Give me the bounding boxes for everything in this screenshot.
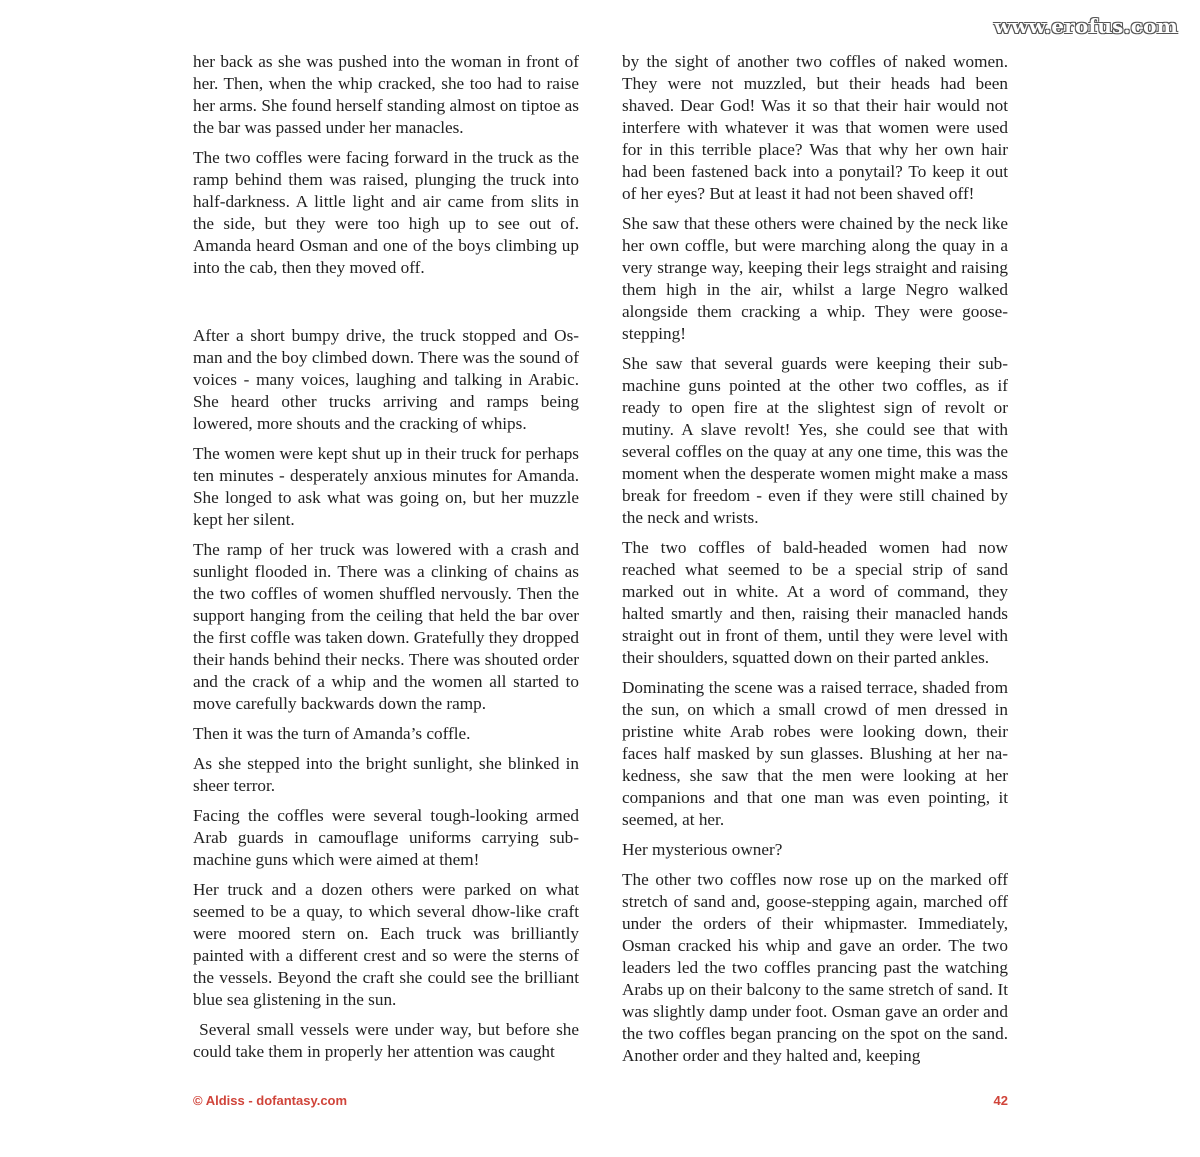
paragraph: She saw that these others were chained by the neck like her own coffle, but were marching along the quay in a very strange way, keeping their legs straight and raising them high in the air, whilst a large Negro walked alongside them cracking a whip. They were goose-stepping!	[622, 214, 1008, 343]
paragraph: The two coffles of bald-headed women had now reached what seemed to be a special strip of sand marked out in white. At a word of command, they halted smartly and then, raising their manacled hands straight out in front of them, until they were level with their shoulders, squatted down on their parted ankles.	[622, 538, 1008, 667]
paragraph: The ramp of her truck was lowered with a crash and sunlight flooded in. There was a clinking of chains as the two coffles of women shuffled nervously. Then the support hanging from the ceiling that held the bar over the first coffle was taken down. Gratefully they dropped their hands behind their necks. There was shouted order and the crack of a whip and the women all started to move carefully backwards down the ramp.	[193, 540, 579, 713]
paragraph: After a short bumpy drive, the truck stopped and Osman and the boy climbed down. There was the sound of voices - many voices, laughing and talking in Arabic. She heard other trucks arriving and ramps being lowered, more shouts and the cracking of whips.	[193, 326, 579, 433]
paragraph: Her truck and a dozen others were parked on what seemed to be a quay, to which several dhow-like craft were moored stern on. Each truck was brilliantly painted with a different crest and so were the sterns of the vessels. Beyond the craft she could see the brilliant blue sea glistening in the sun.	[193, 880, 579, 1009]
paragraph: The women were kept shut up in their truck for perhaps ten minutes - desperately anxious minutes for Amanda. She longed to ask what was going on, but her muzzle kept her silent.	[193, 444, 579, 529]
paragraph: Facing the coffles were several tough-looking armed Arab guards in camouflage uniforms carrying submachine guns which were aimed at them!	[193, 806, 579, 869]
page-number: 42	[993, 1093, 1008, 1108]
paragraph: Several small vessels were under way, but before she could take them in properly her attention was caught	[193, 1020, 579, 1061]
paragraph: Dominating the scene was a raised terrace, shaded from the sun, on which a small crowd of men dressed in pristine white Arab robes were looking down, their faces half masked by sun glasses. Blushing at her nakedness, she saw that the men were looking at her companions and that one man was even pointing, it seemed, at her.	[622, 678, 1008, 829]
right-text-column	[622, 51, 1008, 1075]
footer-credit: © Aldiss - dofantasy.com	[193, 1093, 348, 1108]
watermark-text: www.erofus.com	[993, 14, 1178, 38]
paragraph: by the sight of another two coffles of naked women. They were not muzzled, but their heads had been shaved. Dear God! Was it so that their hair would not interfere with whatever it was that women were used for in this terrible place? Was that why her own hair had been fastened back into a ponytail? To keep it out of her eyes? But at least it had not been shaved off!	[622, 52, 1008, 203]
paragraph: her back as she was pushed into the woman in front of her. Then, when the whip cracked, she too had to raise her arms. She found herself standing almost on tiptoe as the bar was passed under her manacles.	[193, 52, 579, 137]
paragraph: Her mysterious owner?	[622, 840, 783, 859]
paragraph: She saw that several guards were keeping their submachine guns pointed at the other two coffles, as if ready to open fire at the slightest sign of revolt or mutiny. A slave revolt! Yes, she could see that with several coffles on the quay at any one time, this was the moment when the desperate women might make a mass break for freedom - even if they were still chained by the neck and wrists.	[622, 354, 1008, 527]
paragraph: The other two coffles now rose up on the marked off stretch of sand and, goose-stepping again, marched off under the orders of their whipmaster. Immediately, Osman cracked his whip and gave an order. The two leaders led the two coffles prancing past the watching Arabs up on their balcony to the same stretch of sand. It was slightly damp under foot. Osman gave an order and the two coffles began prancing on the spot on the sand. Another order and they halted and, keeping	[622, 870, 1008, 1065]
left-text-column	[193, 51, 579, 1071]
paragraph: As she stepped into the bright sunlight, she blinked in sheer terror.	[193, 754, 579, 795]
paragraph: Then it was the turn of Amanda’s coffle.	[193, 724, 471, 743]
paragraph: The two coffles were facing forward in the truck as the ramp behind them was raised, plunging the truck into half-darkness. A little light and air came from slits in the side, but they were too high up to see out of. Amanda heard Osman and one of the boys climbing up into the cab, then they moved off.	[193, 148, 579, 277]
